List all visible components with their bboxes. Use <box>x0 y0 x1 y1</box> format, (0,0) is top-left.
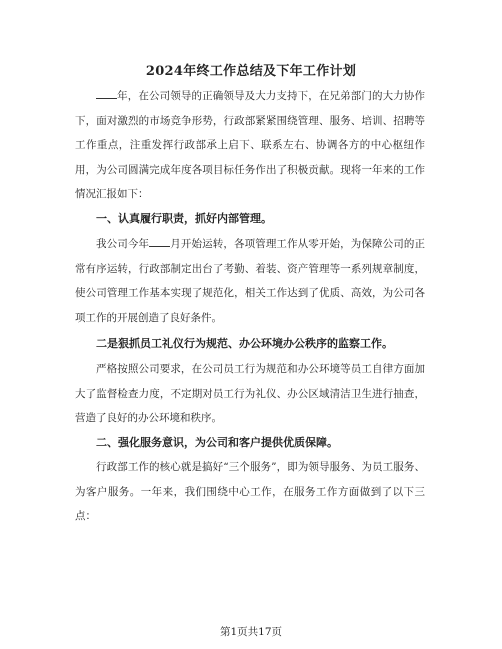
section-heading-2: 二是狠抓员工礼仪行为规范、办公环境办公秩序的监察工作。 <box>96 337 393 350</box>
page-number: 第1页共17页 <box>219 626 283 638</box>
intro-text: 年，在公司领导的正确领导及大力支持下，在兄弟部门的大力协作下，面对激烈的市场竞争形势，行政部紧紧围绕管理、服务、培训、招聘等工作重点，注重发挥行政部承上启下、联系左右、协调各方的中心枢纽作用，为公司圆满完成年度各项目标任务作出了积极贡献。现将一年来的工作情况汇报如下： <box>75 90 425 200</box>
blank-year-underline <box>96 88 117 99</box>
paragraph-2: 严格按照公司要求，在公司员工行为规范和办公环境等员工自律方面加大了监督检查力度，不定期对员工行为礼仪、办公区域清洁卫生进行抽查，营造了良好的办公环境和秩序。 <box>75 363 425 424</box>
intro-paragraph <box>75 84 425 207</box>
paragraph-1-rest: 月开始运转，各项管理工作从零开始，为保障公司的正常有序运转，行政部制定出台了考勤、着装、资产管理等一系列规章制度，使公司管理工作基本实现了规范化，相关工作达到了优质、高效，为公司各项工作的开展创造了良好条件。 <box>75 238 426 324</box>
section-heading-1: 一、认真履行职责，抓好内部管理。 <box>96 212 272 225</box>
section-heading-3: 二、强化服务意识，为公司和客户提供优质保障。 <box>96 436 338 449</box>
blank-month-underline <box>149 236 170 247</box>
document-title: 2024年终工作总结及下年工作计划 <box>145 64 357 79</box>
paragraph-1-start: 我公司今年 <box>96 238 150 250</box>
paragraph-1 <box>75 232 425 330</box>
paragraph-3: 行政部工作的核心就是搞好“三个服务”，即为领导服务、为员工服务、为客户服务。一年来，我们围绕中心工作，在服务工作方面做到了以下三点： <box>75 461 425 522</box>
